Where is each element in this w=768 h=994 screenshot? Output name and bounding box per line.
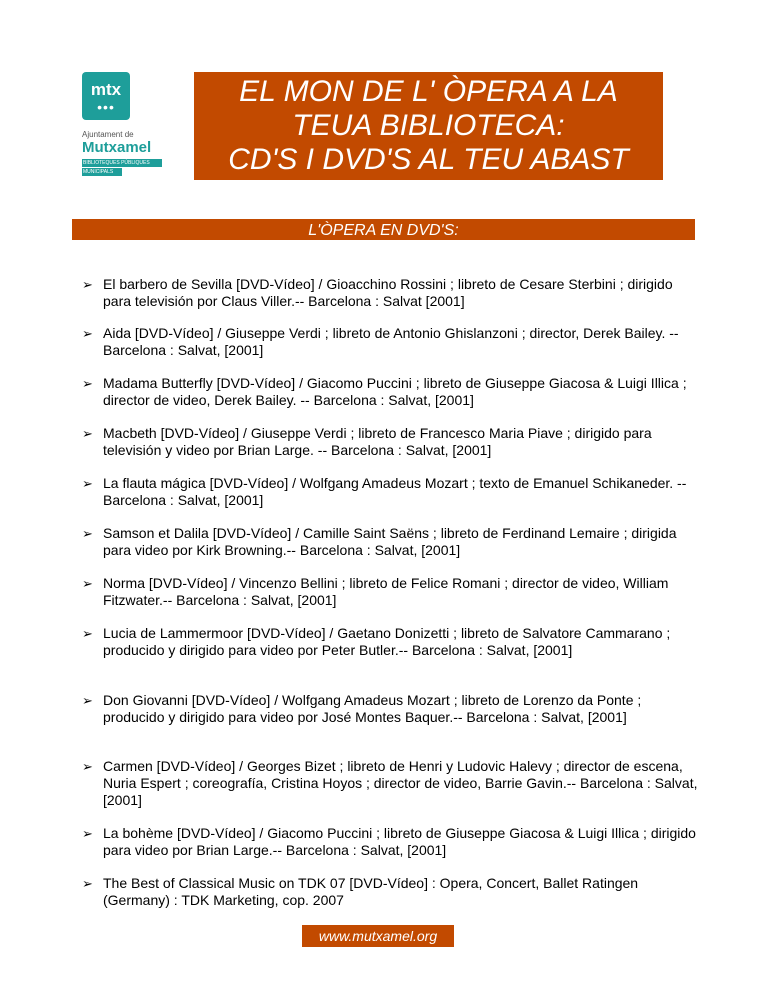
list-item-text: La bohème [DVD-Vídeo] / Giacomo Puccini ; libreto de Giuseppe Giacosa & Luigi Illica ; dirigido para video por Brian Large.-- Barcelona : Salvat, [2001] [103,825,696,858]
logo-short: mtx [90,80,122,99]
list-item-text: Aida [DVD-Vídeo] / Giuseppe Verdi ; libreto de Antonio Ghislanzoni ; director, Derek Bailey. -- Barcelona : Salvat, [2001] [103,325,679,358]
list-item-text: Lucia de Lammermoor [DVD-Vídeo] / Gaetano Donizetti ; libreto de Salvatore Cammarano ; producido y dirigido para video por Peter Butler.-- Barcelona : Salvat, [2001] [103,625,671,658]
bullet-arrow-icon: ➢ [82,576,93,591]
bullet-arrow-icon: ➢ [82,626,93,641]
mutxamel-logo [82,72,162,178]
bullet-arrow-icon: ➢ [82,277,93,292]
list-item-text: The Best of Classical Music on TDK 07 [DVD-Vídeo] : Opera, Concert, Ballet Ratingen (Germany) : TDK Marketing, cop. 2007 [103,875,639,908]
bullet-arrow-icon: ➢ [82,526,93,541]
title-line-3: CD'S I DVD'S AL TEU ABAST [228,143,629,176]
list-item-text: Carmen [DVD-Vídeo] / Georges Bizet ; libreto de Henri y Ludovic Halevy ; director de escena, Nuria Espert ; coreografía, Cristina Hoyos ; director de video, Barrie Gavin.-- Barcelona : Salvat, [2001] [103,758,698,808]
logo-badge [82,72,130,120]
list-item-text: Don Giovanni [DVD-Vídeo] / Wolfgang Amadeus Mozart ; libreto de Lorenzo da Ponte ; producido y dirigido para video por José Montes Baquer.-- Barcelona : Salvat, [2001] [103,692,642,725]
footer-website-link[interactable]: www.mutxamel.org [302,925,454,947]
list-item-text: El barbero de Sevilla [DVD-Vídeo] / Gioacchino Rossini ; libreto de Cesare Sterbini ; dirigido para televisión por Claus Viller.-- Barcelona : Salvat [2001] [103,276,673,309]
logo-line-3: BIBLIOTEQUES PÚBLIQUES [82,159,162,167]
section-heading: L'ÒPERA EN DVD'S: [72,219,695,240]
list-item-text: Norma [DVD-Vídeo] / Vincenzo Bellini ; libreto de Felice Romani ; director de video, William Fitzwater.-- Barcelona : Salvat, [2001] [103,575,669,608]
title-line-2: TEUA BIBLIOTECA: [292,109,565,142]
list-item-text: Macbeth [DVD-Vídeo] / Giuseppe Verdi ; libreto de Francesco Maria Piave ; dirigido para televisión y video por Brian Large. -- Barcelona : Salvat, [2001] [103,425,652,458]
bullet-arrow-icon: ➢ [82,876,93,891]
logo-line-1: Ajuntament de [82,130,134,139]
bullet-arrow-icon: ➢ [82,826,93,841]
bullet-arrow-icon: ➢ [82,376,93,391]
list-item-text: Madama Butterfly [DVD-Vídeo] / Giacomo Puccini ; libreto de Giuseppe Giacosa & Luigi Illica ; director de video, Derek Bailey. -- Barcelona : Salvat, [2001] [103,375,687,408]
bullet-arrow-icon: ➢ [82,693,93,708]
logo-line-2: Mutxamel [82,139,152,156]
title-line-1: EL MON DE L' ÒPERA A LA [239,75,618,108]
list-item-text: Samson et Dalila [DVD-Vídeo] / Camille Saint Saëns ; libreto de Ferdinand Lemaire ; dirigida para video por Kirk Browning.-- Barcelona : Salvat, [2001] [103,525,677,558]
list-item-text: La flauta mágica [DVD-Vídeo] / Wolfgang Amadeus Mozart ; texto de Emanuel Schikaneder. -- Barcelona : Salvat, [2001] [103,475,687,508]
logo-line-4: MUNICIPALS [82,168,122,176]
bullet-arrow-icon: ➢ [82,426,93,441]
bullet-arrow-icon: ➢ [82,759,93,774]
bullet-arrow-icon: ➢ [82,476,93,491]
page-title [194,72,663,180]
logo-dots-icon: ••• [97,99,115,115]
bullet-arrow-icon: ➢ [82,326,93,341]
